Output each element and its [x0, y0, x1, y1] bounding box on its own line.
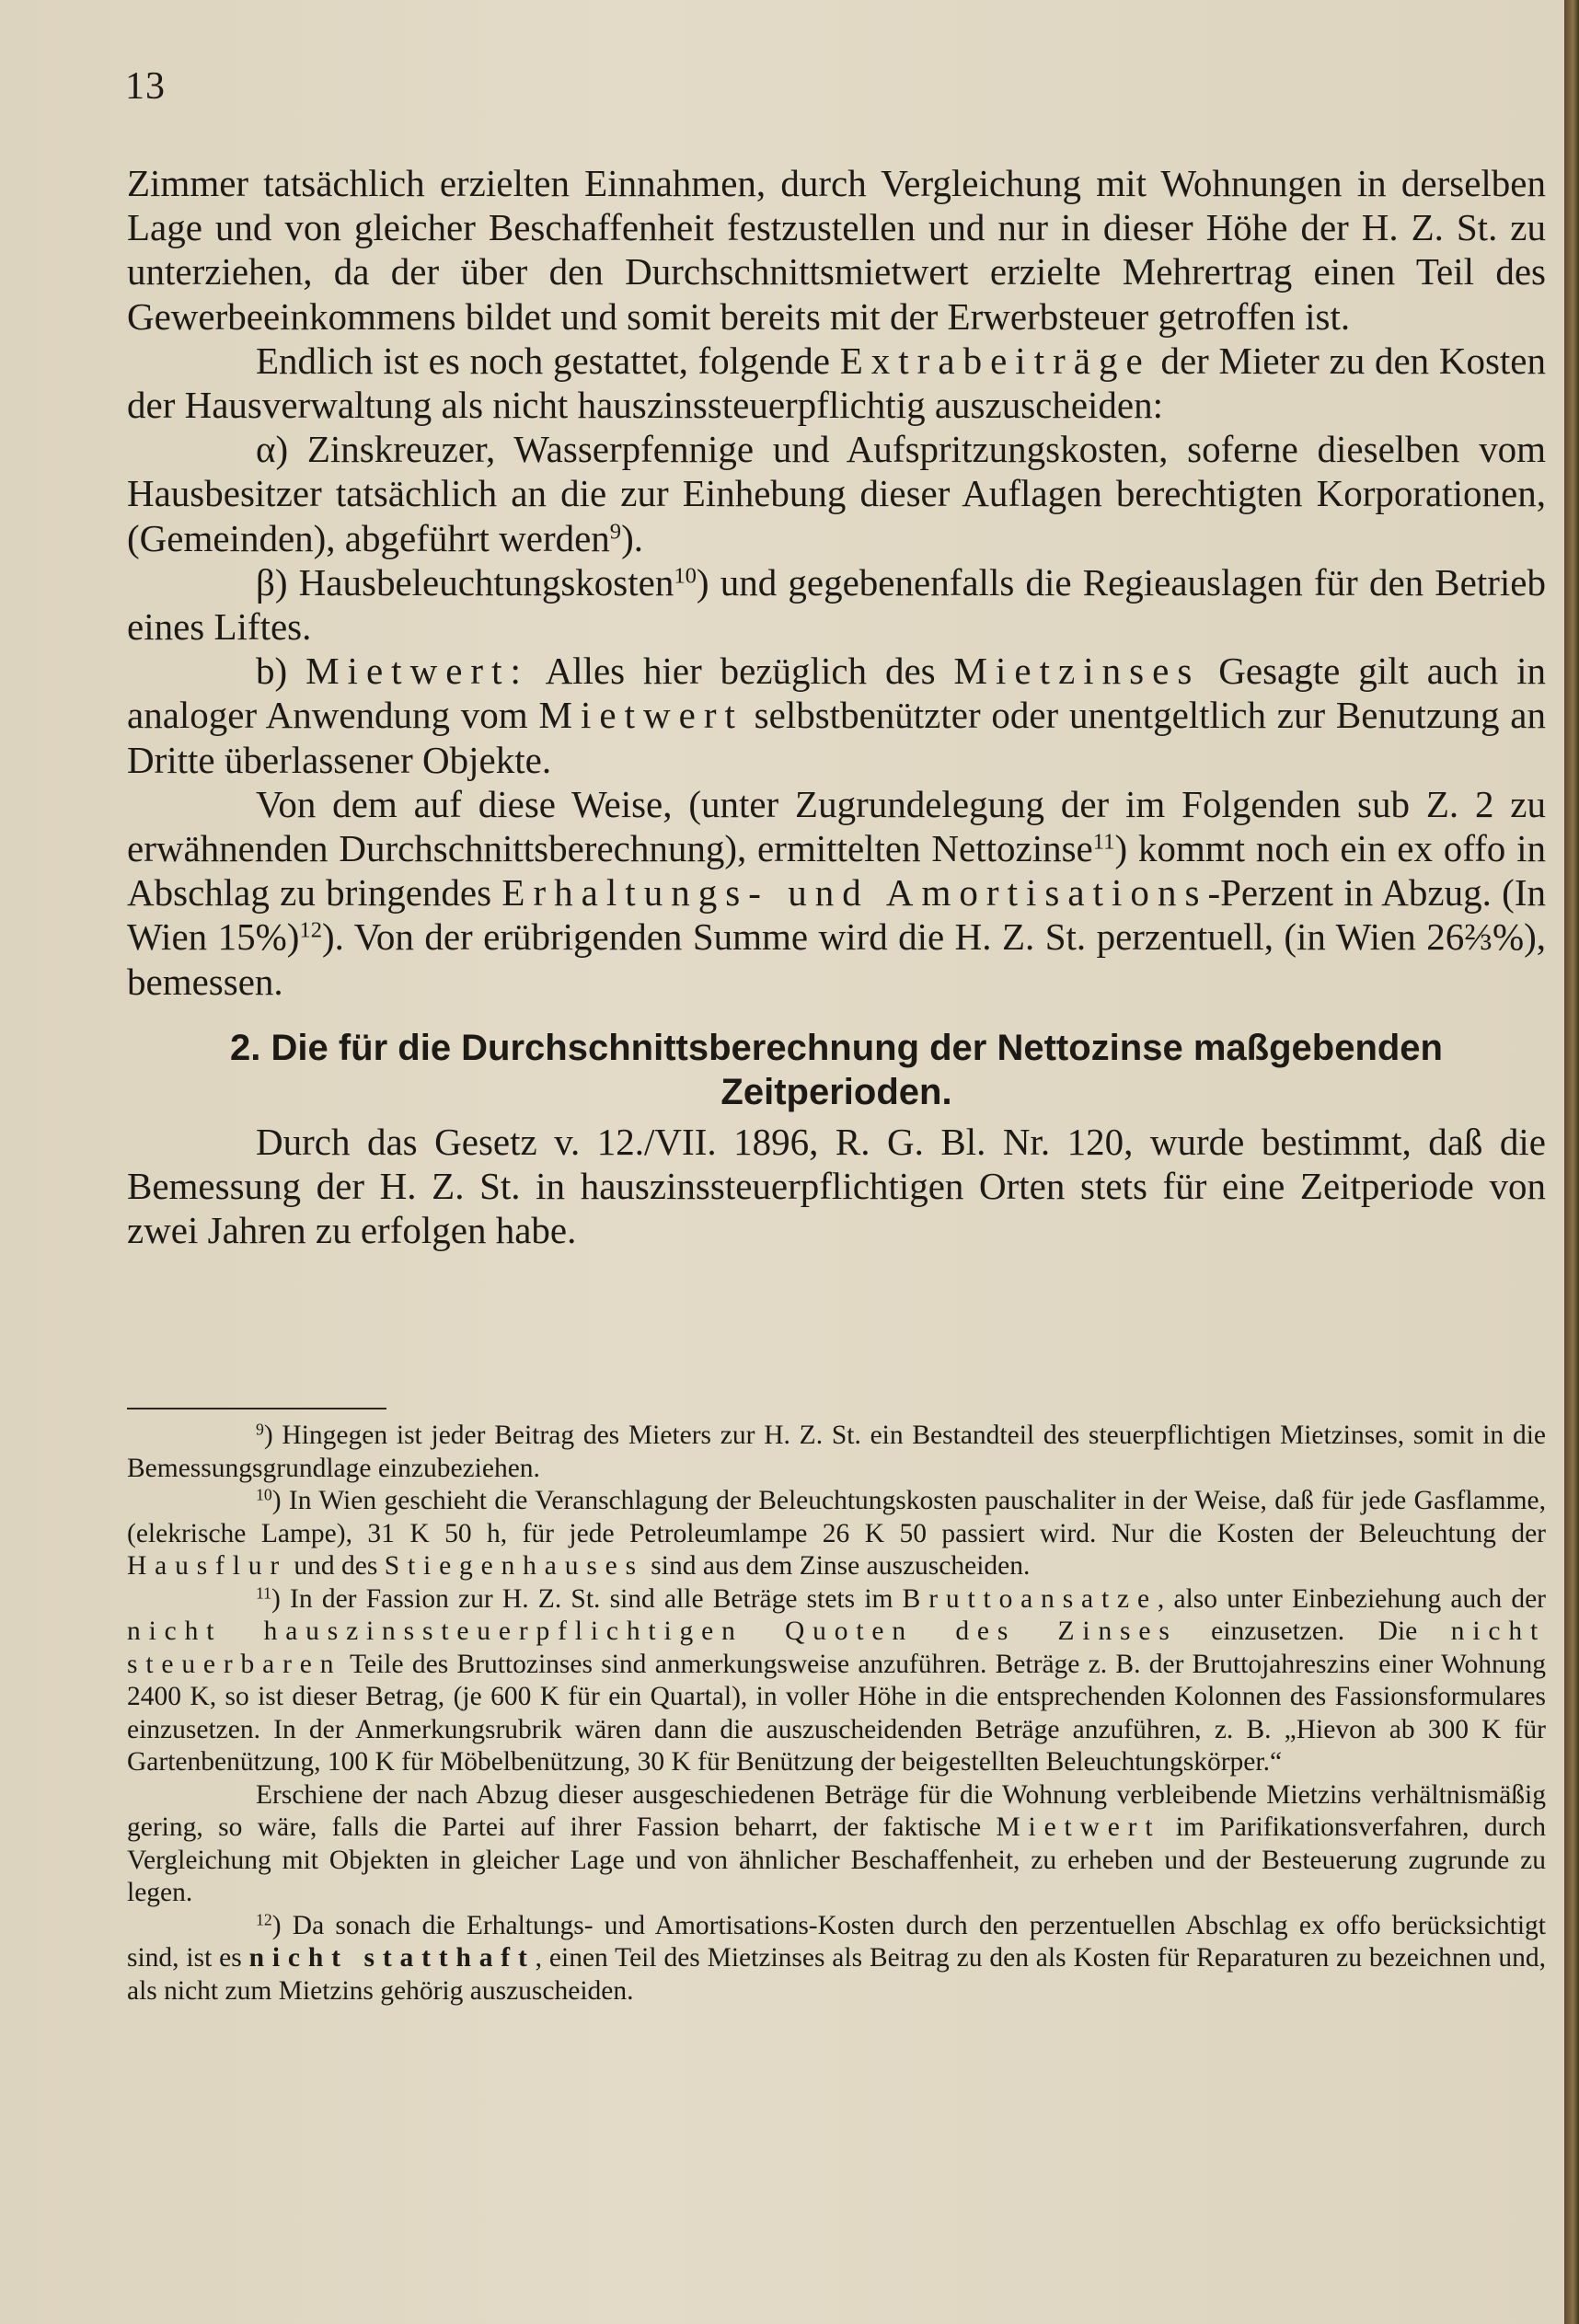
page-number: 13	[125, 65, 166, 108]
footnotes	[127, 1420, 1546, 2008]
footnote-12: $^{12}$) Da sonach die Erhaltungs- und Amortisations-Kosten durch den perzentuellen Abschlag ex offo berücksichtigt sind, ist es nicht statthaft, einen Teil des Mietzinses als Beitrag zu den als Kosten für Reparaturen zu bezeichnen und, als nicht zum Mietzins gehörig auszuscheiden.	[127, 1909, 1547, 2006]
footnote-ref: 12	[299, 917, 322, 943]
main-text	[127, 161, 1546, 1252]
paragraph-2: Endlich ist es noch gestattet, folgende Extrabeiträge der Mieter zu den Kosten der Hausverwaltung als nicht hauszinssteuerpflichtig auszuscheiden:	[127, 339, 1547, 427]
footnote-11: $^{11}$) In der Fassion zur H. Z. St. sind alle Beträge stets im Bruttoansatze, also unter Einbeziehung auch der nicht hauszinssteuerpflichtigen Quoten des Zinses einzusetzen. Die nicht steuerbaren Teile des Bruttozinses sind anmerkungsweise anzuführen. Beträge z. B. der Bruttojahreszins einer Wohnung 2400 K, so ist dieser Betrag, (je 600 K für ein Quartal), in voller Höhe in die entsprechenden Kolonnen des Fassionsformulares einzusetzen. In der Anmerkungsrubrik wären dann die auszuscheidenden Beträge anzuführen, z. B. „Hievon ab 300 K für Gartenbenützung, 100 K für Möbelbenützung, 30 K für Benützung der beigestellten Beleuchtungskörper.“	[127, 1582, 1546, 1777]
footnote-ref: 11	[1092, 829, 1115, 855]
footnote-11-continued: Erschiene der nach Abzug dieser ausgeschiedenen Beträge für die Wohnung verbleibende Mietzins verhältnismäßig gering, so wäre, falls die Partei auf ihrer Fassion beharrt, der faktische Mietwert im Parifikationsverfahren, durch Vergleichung mit Objekten in gleicher Lage und von ähnlicher Beschaffenheit, zu erheben und der Besteuerung zugrunde zu legen.	[127, 1779, 1546, 1907]
item-b: b) Mietwert: Alles hier bezüglich des Mietzinses Gesagte gilt auch in analoger Anwendung vom Mietwert selbstbenützter oder unentgeltlich zur Benutzung an Dritte überlassener Objekte.	[127, 650, 1546, 781]
paragraph-1: Zimmer tatsächlich erzielten Einnahmen, durch Vergleichung mit Wohnungen in derselben Lage und von gleicher Beschaffenheit festzustellen und nur in dieser Höhe der H. Z. St. zu unterziehen, da der über den Durchschnittsmietwert erzielte Mehrertrag einen Teil des Gewerbeeinkommens bildet und somit bereits mit der Erwerbsteuer getroffen ist.	[127, 162, 1546, 338]
footnote-ref: 9	[609, 519, 622, 545]
footnote-10: $^{10}$) In Wien geschieht die Veranschlagung der Beleuchtungskosten pauschaliter in der Weise, daß für jede Gasflamme, (elekrische Lampe), 31 K 50 h, für jede Petroleumlampe 26 K 50 passiert wird. Nur die Kosten der Beleuchtung der Hausflur und des Stiegenhauses sind aus dem Zinse auszuscheiden.	[127, 1485, 1546, 1581]
spaced-term: Extrabeiträge	[839, 339, 1151, 382]
page-edge	[1564, 0, 1579, 2324]
item-alpha: α) Zinskreuzer, Wasserpfennige und Aufspritzungskosten, soferne dieselben vom Hausbesitzer tatsächlich an die zur Einhebung dieser Auflagen berechtigten Korporationen, (Gemeinden), abgeführt werden$^9$).	[127, 428, 1546, 559]
section-heading: 2. Die für die Durchschnittsberechnung der Nettozinse maßgebenden Zeitperioden.	[230, 1027, 1443, 1112]
item-beta: β) Hausbeleuchtungskosten$^{10}$) und gegebenenfalls die Regieauslagen für den Betrieb eines Liftes.	[127, 560, 1546, 649]
footnote-divider	[127, 1408, 386, 1409]
paragraph-7: Durch das Gesetz v. 12./VII. 1896, R. G. Bl. Nr. 120, wurde bestimmt, daß die Bemessung der H. Z. St. in hauszinssteuerpflichtigen Orten stets für eine Zeitperiode von zwei Jahren zu erfolgen habe.	[127, 1120, 1546, 1252]
footnote-ref: 10	[674, 563, 697, 589]
paragraph-6: Von dem auf diese Weise, (unter Zugrundelegung der im Folgenden sub Z. 2 zu erwähnenden Durchschnittsberechnung), ermittelten Nettozinse$^{11}$) kommt noch ein ex offo in Abschlag zu bringendes Erhaltungs- und Amortisations-Perzent in Abzug. (In Wien 15%)$^{12}$). Von der erübrigenden Summe wird die H. Z. St. perzentuell, (in Wien 26⅔%), bemessen.	[127, 782, 1547, 1003]
footnote-9: $^9$) Hingegen ist jeder Beitrag des Mieters zur H. Z. St. ein Bestandteil des steuerpflichtigen Mietzinses, somit in die Bemessungsgrundlage einzubeziehen.	[127, 1420, 1546, 1483]
